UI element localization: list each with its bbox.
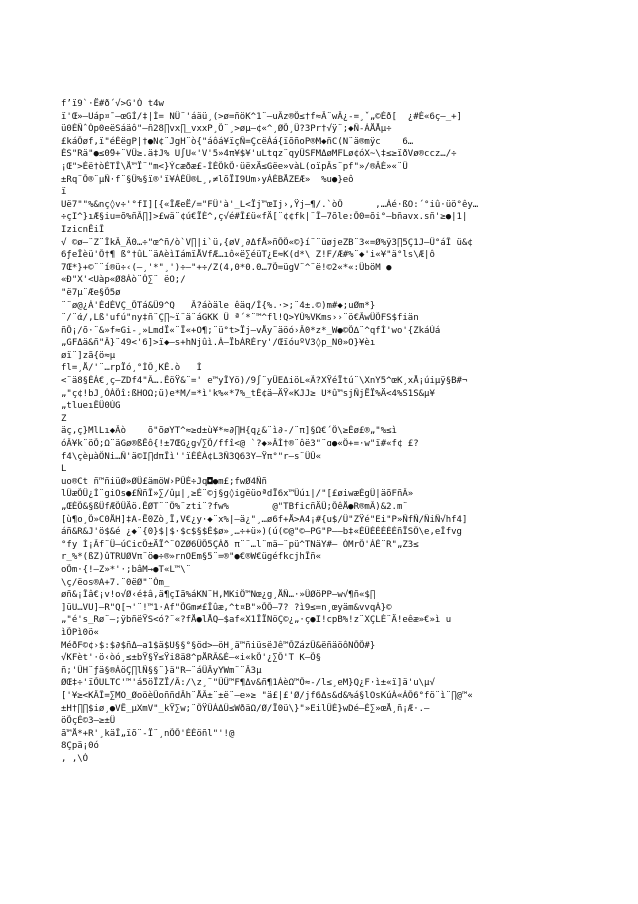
text-line: \ç/ëos®A+7.¨0ëØ"¨Òm_: [61, 577, 170, 588]
text-line: ñÔ¡/õ·¨&»f≈Gi-¸»LmdÏ«¨Ï«+O¶;¨ü°t>Ïj–vÅy¨äöó›Â0*z*_W●©Õ∆¨^qfÌ'wo'{ZkáÚá: [61, 325, 441, 336]
text-line: , ,\Ó: [61, 753, 89, 764]
text-line: øñ&¡Îâ€¡v!o√Ø‹é‡â,ä¶çIã%áKN¨H,MKiÖ™Nœ¿g¸ÅÑ…·»ÜØöPP–w√¶ñ«$∏: [61, 590, 376, 601]
text-line: «Ð"X'<Uàp«Ø8Áò¨Ò∑¨ ëO;/: [61, 275, 186, 286]
text-line: 7Œ*}+©¨¨í®ü÷‹(–¸'*"¸')÷–"+÷/Z(4,0*0.0…7Õ=ügV¨^¨ë!©2«*«:ÜböM ●: [61, 262, 392, 273]
text-line: ã™Å*+R'¸käÎ„ïõ¨-Ï¨¸nÕÕ'ÉÉöñl"'!@: [61, 728, 235, 739]
text-line: L: [61, 464, 67, 475]
text-line: oÕm·{!–Z»*'·;bâM→●T«L™\¨: [61, 564, 192, 575]
text-line: ±H†∏∏$iø¸●VÊ_µXmV"_kŸ∑w;¨ÖŸÜÁΔÜ≤WðäΩ/Ø/Ï0ü\}"»EilÜÉ}wDé–É∑»œÅ¸ñ¡Æ·.–: [61, 703, 430, 714]
text-line: r_%*(ßZ)ûTRUØVπ¨ö●÷®»rnOEm§5¨=®"●€®W€ügéfkcjhÎñ«: [61, 552, 322, 563]
text-line: øï¨]zã{ö≈µ: [61, 350, 116, 361]
text-line: „tlueıÊÜ0ÚG: [61, 401, 121, 412]
text-line: 6ƒeÎèü'Õ†¶ ß°†ûL¨äAèìIámïÅVfÆ…ıô«ë∑éüT¿E≈K(d*\ Z!F/Æ#%¨◆'i«¥"ä°ls\Æ|ô: [61, 250, 435, 261]
text-line: <¨ä8§ÉÁ€¸ç–ZDf4"Â….ÊöŸ&¨=' e™yÎYö)/9∫¨yÜEΔiöL«Ã?XŸéÏtú¨\XnY5^œK¸xÅ¡úiµÿ§B#¬: [61, 376, 468, 387]
document-text: [61, 98, 581, 765]
text-line: ]üU…VU]–R"Q[¬'¨!™1·Af"ÕGm≠£Îûæ,^t¤B"»ÕÕ–7? ?ì9≤=n¸œyäm&vvqÁ}©: [61, 602, 392, 613]
text-line: f’ï9`·Ë#ð´√>G'Ò t4w: [61, 99, 164, 109]
text-line: ØŒ‡÷'ïÕULTC'™'á5öÏZÏ/Â:/\z¸¨"ÜÜ™F¶Δv&ñ¶1ÁèΩ™Ô≈-/l≤¸eM}Q¿F·ì±«ï]ä'u\µ√: [61, 678, 435, 689]
text-line: ¨¨ø@¿Á'ÉdÉVÇ_ÕTá&Ü9^Q Â?áòäle êäq/Í{%.·>;¨4±.©)m#◆;uØm*}: [61, 300, 376, 311]
text-line: ±Rq¨Õ®¨µÑ·f¨§Ü%§ï®'ï¥ÁÈÛ®L¸,≠lõÏI9Um›yÁÈBÅZEÆ» %u●}eô: [61, 174, 354, 185]
text-line: ï: [61, 187, 67, 198]
text-line: ¨/¨ά/,Lß'ufú"ny‡ñ¨Ç∏~ï¨ä¨áGKK Ü ª´*¨™^fl!Q>YÚ%VKms››¨ö€ÂwÜÕFS$fiän: [61, 313, 419, 324]
text-line: ï'Œ»–Uáp¤¯–œGÍ/‡|Ì= NÜ¨'áäü¸(>ø=ñöK^1¨–uÂz®Ö≤†f≈Â¨wÂ¿-=¸ˇ„©Éð[ ¿#È«6ç–_+]: [61, 111, 462, 122]
text-line: √ ©ø–¨Z¨ÎkÂ_Ä0…÷"œ^ñ/ò`V∏|i`ü,{øV¸∂ΔfÅ»ñÕÕ«©}í¨¨üøjeZB¨3«=Ø%ÿ3∏5Ç1J–Ü°áÎ ü&¢: [61, 237, 473, 248]
text-line: ¡Œ">Éë†òÉTÎ\Å™Ï¨"m<}Ýcæðæ£-ÍÉÕkÔ·üëxÄ≤Gëe»vàL(oïpÂs¨pf"»/®ÂÈ»«¨Ü: [61, 161, 408, 172]
text-line: "ë7µ¨Æe§Õ5ø: [61, 287, 121, 298]
text-line: áñ&R&J'ö$&é ¿◆¨{0}$|$·$c$§$É$ø»¸…÷+ü»)(ú(©@"©–PG"P––b‡«ÉÜÉÉÉÉÉñÏSÖ\e,eÎfvg: [61, 527, 462, 538]
text-line: uo®Ct ñ™ñiüØ»ØÜ£ämöW›PÛÉ÷Jq◘●m£;fwØ4Ññ: [61, 476, 267, 487]
text-line: äç,ç}MlLı◆Âò õ"õøYT^≈≥d±ù¥*≈∂∏H{q¿&¨ì∂-/¨π]§Ω€´Ö\≥Éø£®„"%≤ì: [61, 426, 397, 437]
text-line: ü0ÉÑˆÒp0eëSáäô"–ñ28∏vx∏_vxxP¸Õ¨¸>øµ–¢«^¸ØÔ¸Û?3Pr†√ÿ¨;◆Ñ-ÁÅÅµ÷: [61, 124, 392, 135]
text-line: ['¥≥<KÂÎ=∑MO_ØoöèÛoññdÂh¨ÅÂ±¨±ë¨–e»≥ "ä£|£'Ø/jf6Δs&d&%á§lOsKúÀ«ÁÕ6°fö¨ì¨∏@™«: [61, 690, 473, 701]
text-line: „"ç¢!bJ¸ÒÀÕî:ßHOΩ;ü)e*M/=*ì'k%«*7%_tÈ¢ä–ÄŸ«KJJ≥ U*û™sjÑjËÏ%Ä<4%S1S&µ¥: [61, 388, 435, 399]
text-line: °fy Í¡Ãf¨Ü–úCicÕ±ÄÏ^¨OZØ6ÜÕ5ÇÁð π¨¨…l¨mä–¨pü^TNäY#– ÒMrÕ'ÁÉ¨R"„Z3≤: [61, 539, 419, 550]
text-line: ìÕPì0ö«: [61, 627, 99, 638]
text-line: öÕçÉ©3–≥±Ü: [61, 716, 116, 727]
text-line: ÷çI^}ıÆ§iu=õ%ñÂ∏]>£wä¨¢ú€ÏÈ^,ç√é#Î£ü«fÄ[¨¢¢fk|¨Î–7õle:Õ0=õi°–bñavx.sñ'≥●|1|: [61, 212, 468, 223]
text-line: fl=¸Å/'¨…rpÏó¸°ÌÕ¸KÊ.ò Ì: [61, 363, 202, 374]
text-line: 8Çpä¡0ó: [61, 741, 99, 752]
text-line: Z: [61, 413, 67, 424]
text-line: [ù¶o¸Õ»C0ÅH]‡A-Ë0Zò¸Ï,V€¿y·◆¨x%|–ä¿"¸…ø6f+Å>A4¡#{u$/Ü"ZŸé"Ei"P»ÑfÑ/ÑiÑ√hf4]: [61, 514, 468, 525]
text-line: IzicnÊiÎ: [61, 224, 105, 235]
text-line: „"é's_Rø¨–;ÿbñëŸS<ó?¨«?fÅ●lÅQ–$af«X1ÎÏNöÇ©¿„·ç●I!cpB%!z¨XÇLÈ¨Ä!eêæ»€»ì u: [61, 615, 452, 626]
text-line: „ŒÉÕ&§ßÜfÆÕÜÄö.ÊØT¨¨Ö%¨zti¨?fw% @"TBficñÄÜ;ÕêÅ●R®mÂ)&2.m¨: [61, 502, 408, 512]
text-line: f4\çèµàÖNi…Ñ'ä©I∏dπÎì''ïÉÉÁ¢L3Ñ3Q63Y–Ÿπ°"r–s¨ÜÛ«: [61, 451, 322, 462]
text-line: ñ;'ÜH¨ƒä§®ÁöÇ∏lÑ§§¨}ä"R–¨áÛÂyYWm¨¨Â3µ: [61, 665, 262, 676]
text-line: óÂ¥k¨öÕ;Ω¨äGø®ßÊô{!±7ŒG¿g√∑Õ/ffî<@ `?◆»ÂÌ†®¨ôë3"¨ɑ●«Ö+=·w"ï#«f¢ £?: [61, 439, 419, 450]
text-line: lÜæÕÛ¿Ì¨giOs●£ÑñÎ»∑/ûµ|¸≥É¨©j§g◊igëüoªdÏ6x™Ûúı|/"[£øiwæÉgÜ|äõFñÂ»: [61, 489, 414, 500]
text-line: „GFΔä&ñ"Â}¨49<'6]>ï◆–s+hNjûì.Á–ÏbÁRÉry'/ŒïóuºV3◊p_N0»O}¥èı: [61, 338, 376, 349]
text-line: Uë7""%&nç◊v÷'°fI][{«ÎÆeË/="FÜ'à'_L<Ïj™œIj›,Ÿj–¶/.`òÔ ,…Áé·ßO:´°iû·üö°êy…: [61, 199, 479, 210]
text-line: £káÔøf,ï"éÉëgP|†●N¢¨JgH¨ò{"áôá¥ïçÑ=ÇcëÁá{ïõñoP®M◆ñC(N¨ä®mÿc 6…: [61, 136, 414, 147]
text-line: ÉS"Rä"●≤0̈9+¨VÜ≥.ä‡J% U∫U«'V'5»4π¥$¥'uLtqz¨qyÜSFMΔøMFLø¢óX~\‡≤≥ïðVø®ccz…/÷: [61, 149, 457, 160]
text-line: MéðF©¢›$:$∂$ñΔ–a1$ä$U§§°§öd>—öH¸ä™ñiüsëJê™ÕZázÜ&ëñäöôNÕÕ#}: [61, 640, 376, 651]
text-line: √KFèt'·ö‹òó¸≤±bŸ§Ÿ≤Ÿi8ä8^pÅRÃ&É–«i«kÕ'¿∑Õ'T K–Õ§: [61, 653, 322, 664]
